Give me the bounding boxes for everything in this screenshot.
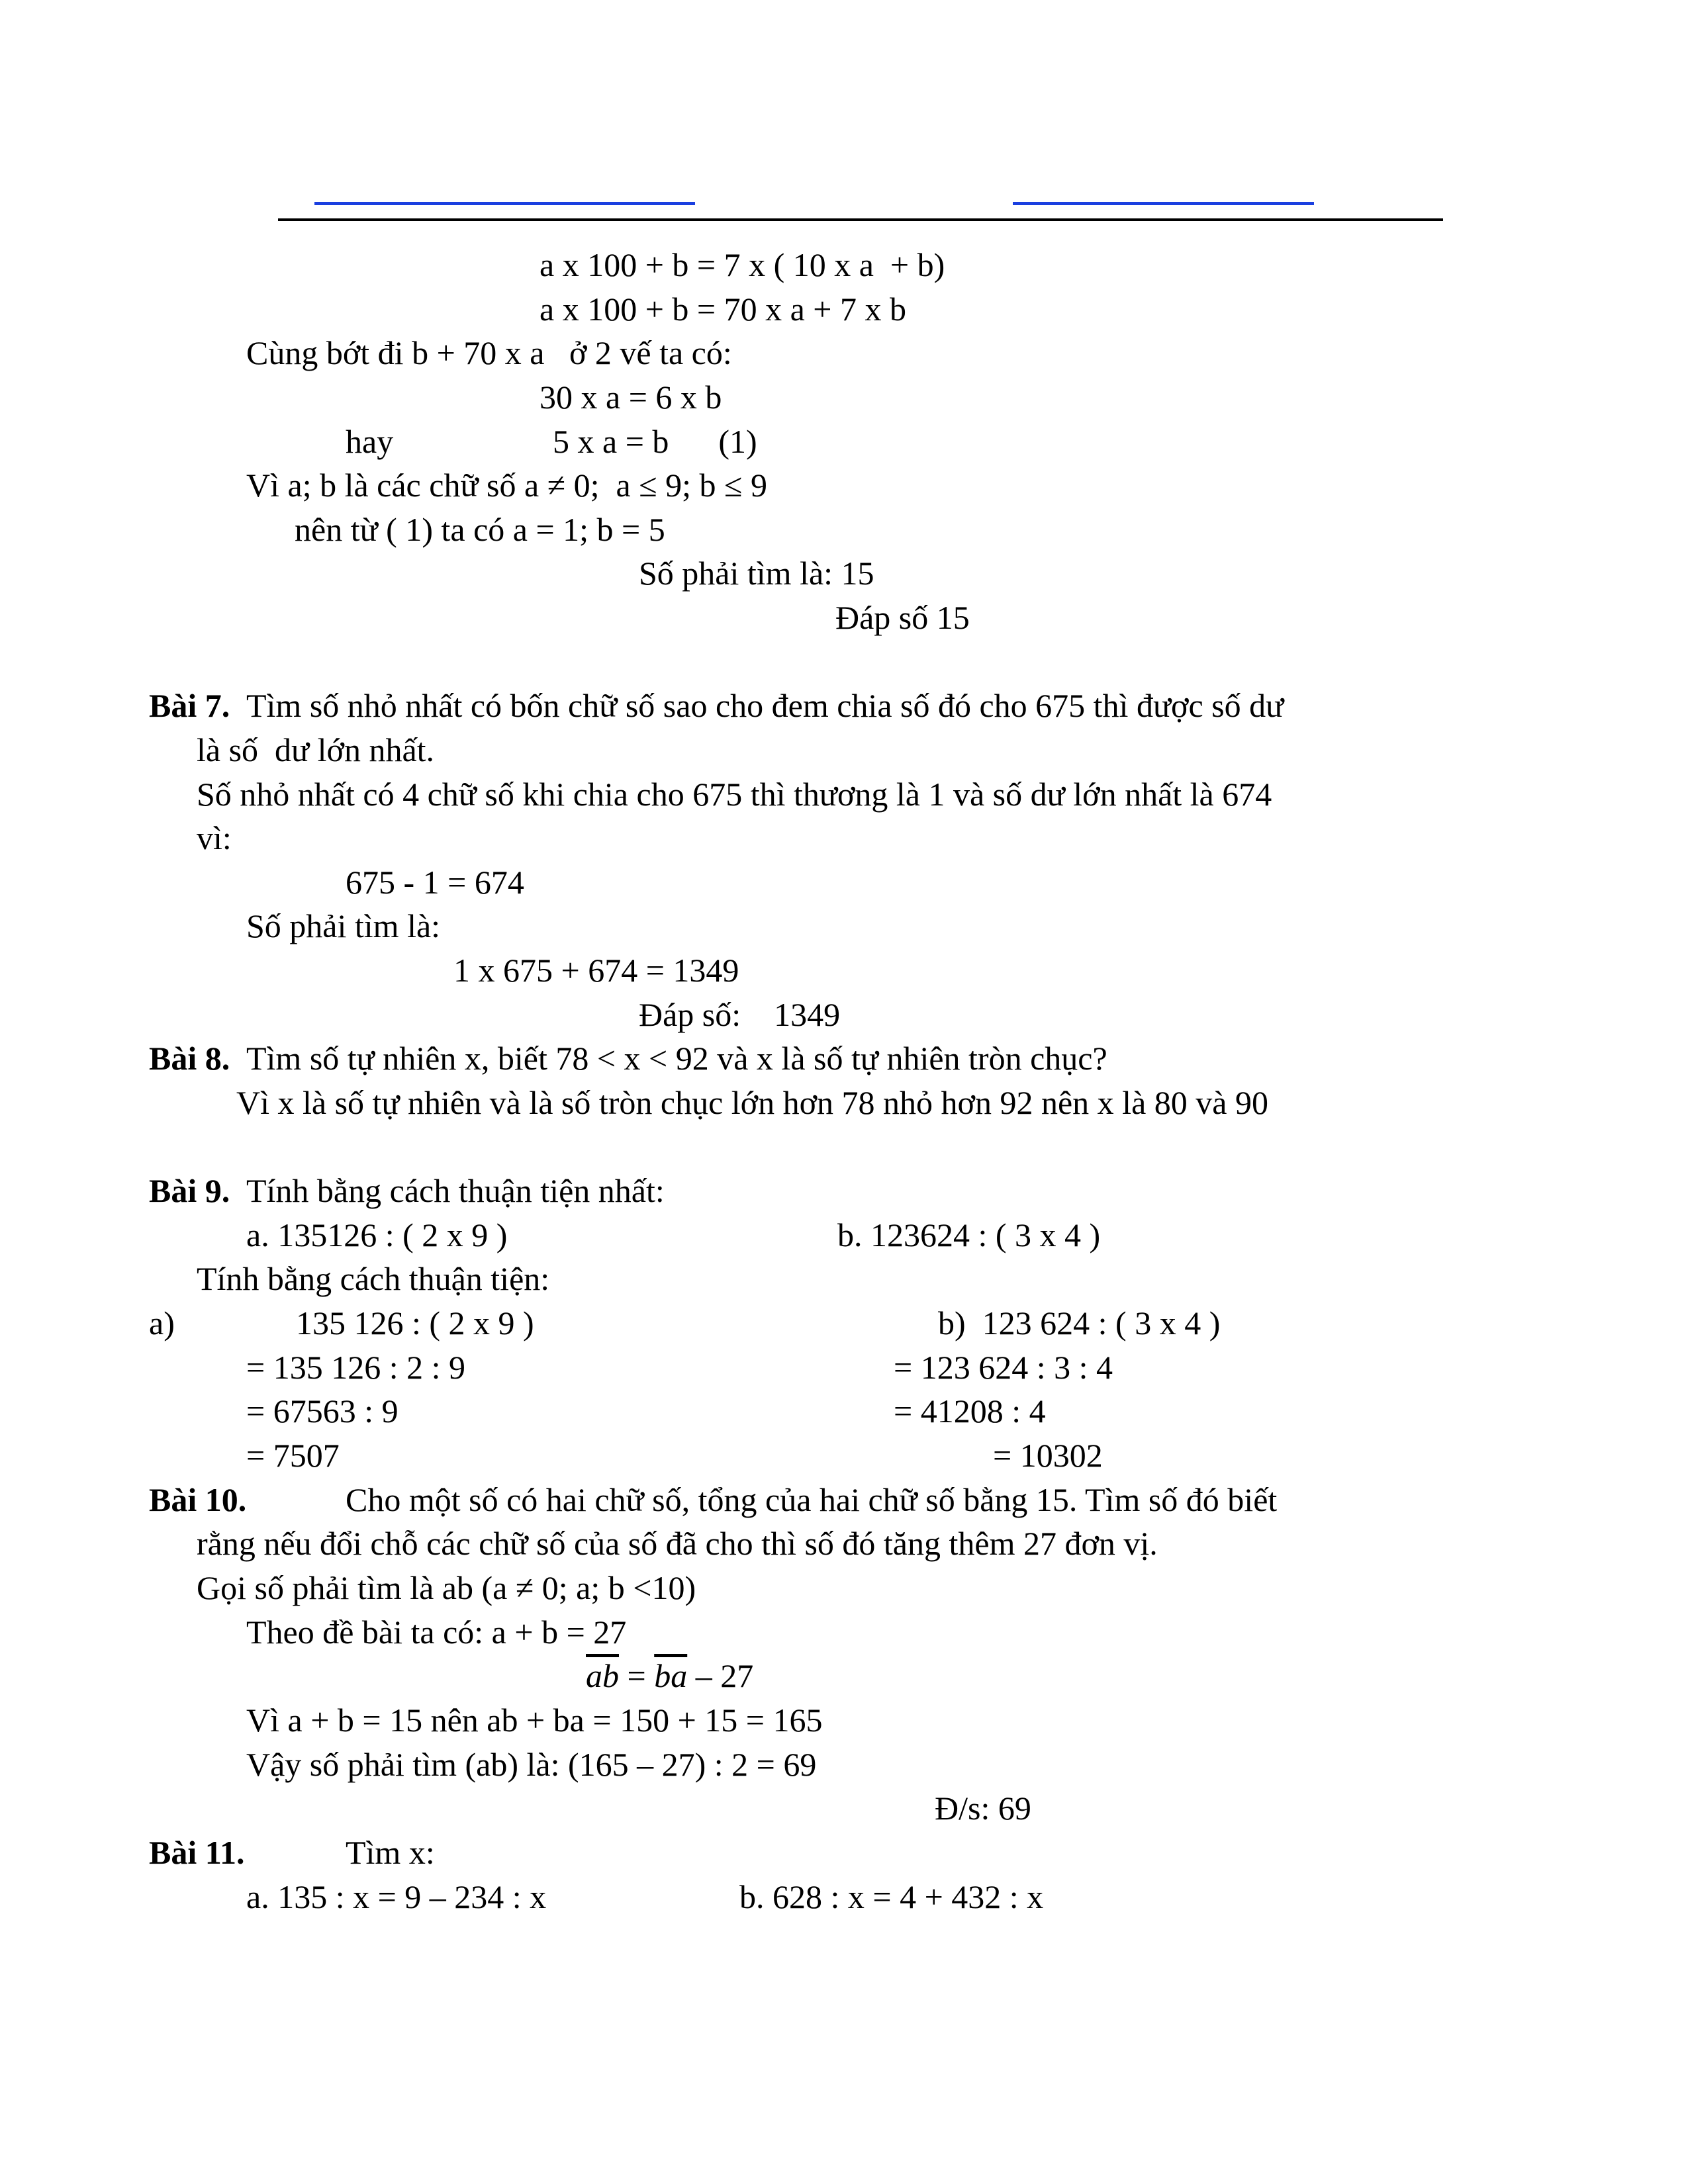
text-line: Vì x là số tự nhiên và là số tròn chục lớn hơn 78 nhỏ hơn 92 nên x là 80 và 90 [236,1084,1268,1121]
text-line: Số nhỏ nhất có 4 chữ số khi chia cho 675 thì thương là 1 và số dư lớn nhất là 674 [197,776,1272,813]
problem-10-title: Bài 10. [149,1481,247,1518]
equals-sign: = [619,1657,655,1694]
problem-9-part-a: a. 135126 : ( 2 x 9 ) [246,1216,508,1253]
equation-line: 5 x a = b (1) [553,423,757,460]
equation-line: = 7507 [246,1437,340,1474]
answer-line: Đáp số 15 [835,599,970,636]
text-line: Số phải tìm là: [246,907,441,944]
text-line: Tính bằng cách thuận tiện: [197,1260,550,1297]
text-line: nên từ ( 1) ta có a = 1; b = 5 [295,511,665,548]
problem-7-title: Bài 7. [149,687,230,724]
answer-line: Đáp số: 1349 [639,996,841,1033]
text-line: vì: [197,819,232,856]
equation-line: 1 x 675 + 674 = 1349 [453,952,739,989]
equation-rest: – 27 [687,1657,754,1694]
answer-line: Đ/s: 69 [935,1790,1031,1827]
equation-line: = 41208 : 4 [894,1392,1046,1430]
equation-line: = 123 624 : 3 : 4 [894,1349,1113,1386]
header-rule [278,218,1443,221]
problem-8-title: Bài 8. [149,1040,230,1077]
problem-9-part-b: b. 123624 : ( 3 x 4 ) [837,1216,1101,1253]
equation-line: a x 100 + b = 7 x ( 10 x a + b) [539,246,945,283]
equation-line: = 135 126 : 2 : 9 [246,1349,465,1386]
text-line: Theo đề bài ta có: a + b = 27 [246,1614,627,1651]
problem-7-question: là số dư lớn nhất. [197,731,435,768]
problem-11-part-b: b. 628 : x = 4 + 432 : x [739,1878,1044,1915]
equation-line: 30 x a = 6 x b [539,379,722,416]
problem-9-title: Bài 9. [149,1172,230,1209]
problem-10-question: rằng nếu đổi chỗ các chữ số của số đã cho thì số đó tăng thêm 27 đơn vị. [197,1525,1158,1562]
header-link-right[interactable] [1013,202,1314,205]
equation-line: a x 100 + b = 70 x a + 7 x b [539,291,906,328]
text-line: Vì a + b = 15 nên ab + ba = 150 + 15 = 165 [246,1702,823,1739]
text-line: Gọi số phải tìm là ab (a ≠ 0; a; b <10) [197,1569,696,1606]
problem-11-title: Bài 11. [149,1834,245,1871]
problem-8-question: Tìm số tự nhiên x, biết 78 < x < 92 và x là số tự nhiên tròn chục? [246,1040,1107,1077]
header-link-left[interactable] [314,202,695,205]
label-a: a) [149,1304,175,1342]
overline-ba: $\overline{ba}$ [654,1657,688,1694]
overline-equation [586,1656,753,1696]
problem-11-part-a: a. 135 : x = 9 – 234 : x [246,1878,547,1915]
text-line: Số phải tìm là: 15 [639,555,874,592]
text-line: Vậy số phải tìm (ab) là: (165 – 27) : 2 = 69 [246,1746,817,1783]
equation-line: 675 - 1 = 674 [346,864,524,901]
problem-10-question: Cho một số có hai chữ số, tổng của hai chữ số bằng 15. Tìm số đó biết [346,1481,1278,1518]
equation-line: 135 126 : ( 2 x 9 ) [296,1304,534,1342]
overline-ab: $\overline{ab}$ [586,1657,619,1694]
equation-line: b) 123 624 : ( 3 x 4 ) [938,1304,1221,1342]
problem-7-question: Tìm số nhỏ nhất có bốn chữ số sao cho đem chia số đó cho 675 thì được số dư [246,687,1284,724]
text-line: hay [346,423,394,460]
text-line: Cùng bớt đi b + 70 x a ở 2 vế ta có: [246,334,732,371]
problem-11-question: Tìm x: [346,1834,435,1871]
equation-line: = 10302 [993,1437,1103,1474]
problem-9-question: Tính bằng cách thuận tiện nhất: [246,1172,665,1209]
text-line: Vì a; b là các chữ số a ≠ 0; a ≤ 9; b ≤ 9 [246,467,767,504]
equation-line: = 67563 : 9 [246,1392,399,1430]
